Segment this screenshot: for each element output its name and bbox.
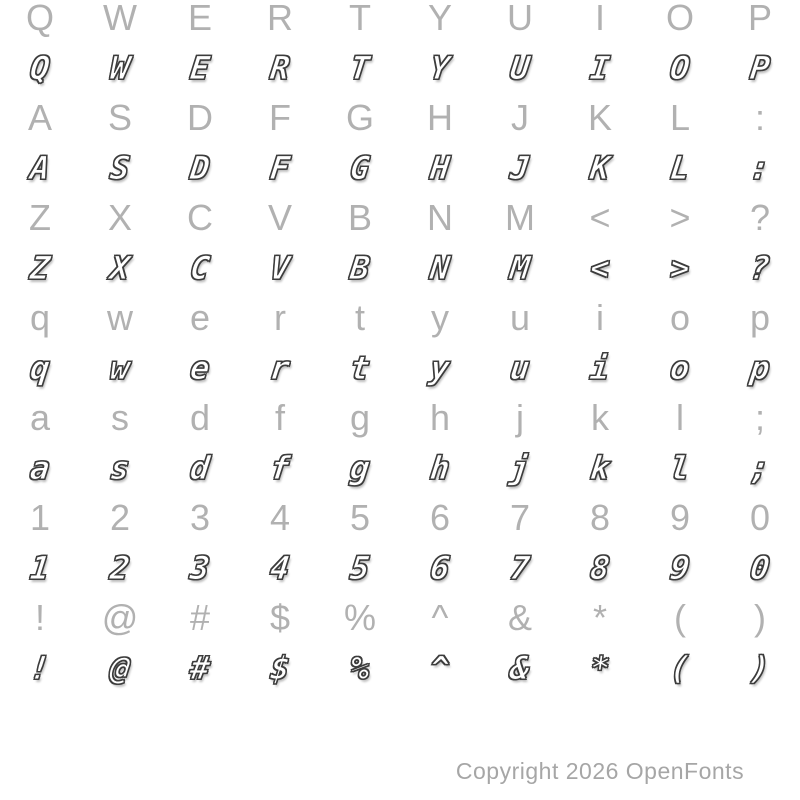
glyph-cell: W [103,0,137,38]
glyph-cell: > [668,249,692,287]
glyph-cell: W [108,49,132,87]
glyph-cell: ! [34,597,45,638]
glyph-cell: > [669,197,691,238]
glyph-cell: X [107,197,132,238]
glyph-cell: t [354,297,365,338]
specimen-row-fancy [0,543,800,593]
glyph-cell: ! [28,649,52,687]
glyph-cell: 4 [269,497,291,538]
glyph-cell: ( [674,597,686,638]
glyph-cell: V [267,197,292,238]
glyph-cell: r [268,349,292,387]
glyph-cell: q [28,349,52,387]
glyph-cell: O [665,0,694,38]
glyph-cell: < [589,197,611,238]
glyph-cell: k [588,449,612,487]
glyph-cell: 0 [748,549,772,587]
glyph-cell: Y [427,0,452,38]
specimen-row-plain [0,293,800,343]
glyph-cell: 6 [428,549,452,587]
glyph-cell: T [349,0,371,38]
glyph-cell: y [431,297,449,338]
glyph-cell: e [188,349,212,387]
specimen-row-fancy [0,43,800,93]
copyright-text: Copyright 2026 OpenFonts [455,758,745,784]
glyph-cell: i [596,297,604,338]
glyph-cell: 8 [588,549,612,587]
glyph-cell: 5 [349,497,371,538]
glyph-cell: s [111,397,129,438]
glyph-cell: B [347,197,372,238]
glyph-cell: 6 [429,497,451,538]
glyph-cell: N [428,249,452,287]
glyph-cell: 1 [29,497,51,538]
glyph-cell: $ [268,649,292,687]
glyph-cell: G [345,97,374,138]
glyph-cell: y [428,349,452,387]
glyph-cell: B [348,249,372,287]
glyph-cell: q [29,297,51,338]
glyph-cell: Q [25,0,54,38]
glyph-cell: * [592,597,607,638]
glyph-cell: ; [754,397,765,438]
glyph-cell: ) [748,649,772,687]
glyph-cell: J [508,149,532,187]
specimen-row-plain [0,93,800,143]
glyph-cell: D [188,149,212,187]
glyph-cell: # [188,649,212,687]
glyph-cell: E [188,49,212,87]
glyph-cell: d [188,449,212,487]
specimen-row-fancy [0,643,800,693]
glyph-cell: H [428,149,452,187]
glyph-cell: U [508,49,532,87]
glyph-cell: 9 [669,497,691,538]
glyph-cell: ^ [431,597,449,638]
glyph-cell: F [268,149,292,187]
glyph-cell: w [108,349,132,387]
glyph-cell: 3 [188,549,212,587]
glyph-cell: ( [668,649,692,687]
glyph-cell: 7 [509,497,531,538]
glyph-cell: S [108,149,132,187]
glyph-cell: # [189,597,211,638]
glyph-cell: R [268,49,292,87]
glyph-cell: r [274,297,286,338]
specimen-row-fancy [0,343,800,393]
glyph-cell: F [269,97,291,138]
glyph-cell: T [348,49,372,87]
glyph-cell: K [588,149,612,187]
glyph-cell: ? [749,197,771,238]
glyph-cell: K [587,97,612,138]
glyph-cell: & [507,597,532,638]
glyph-cell: j [516,397,524,438]
glyph-cell: ; [748,449,772,487]
glyph-cell: D [187,97,213,138]
glyph-cell: A [28,149,52,187]
glyph-cell: Z [28,249,52,287]
glyph-cell: I [588,49,612,87]
glyph-cell: h [428,449,452,487]
glyph-cell: O [668,49,692,87]
glyph-cell: : [748,149,772,187]
glyph-cell: N [427,197,453,238]
glyph-cell: $ [269,597,291,638]
specimen-row-plain [0,393,800,443]
glyph-cell: 0 [749,497,771,538]
glyph-cell: < [588,249,612,287]
glyph-cell: ? [748,249,772,287]
glyph-cell: C [188,249,212,287]
glyph-cell: p [749,297,771,338]
glyph-cell: 2 [108,549,132,587]
glyph-cell: s [108,449,132,487]
glyph-cell: 3 [189,497,211,538]
glyph-cell: & [508,649,532,687]
glyph-cell: g [348,449,372,487]
specimen-row-plain [0,493,800,543]
glyph-cell: 9 [668,549,692,587]
glyph-cell: P [747,0,772,38]
glyph-cell: j [508,449,532,487]
specimen-row-plain [0,593,800,643]
glyph-cell: 4 [268,549,292,587]
glyph-cell: Z [29,197,51,238]
glyph-cell: S [107,97,132,138]
glyph-cell: @ [101,597,139,638]
glyph-cell: p [748,349,772,387]
glyph-cell: L [668,149,692,187]
glyph-cell: E [187,0,212,38]
glyph-cell: i [588,349,612,387]
glyph-cell: * [588,649,612,687]
glyph-cell: J [511,97,529,138]
glyph-cell: o [668,349,692,387]
glyph-cell: u [509,297,531,338]
glyph-cell: u [508,349,532,387]
glyph-cell: P [748,49,772,87]
glyph-cell: 2 [109,497,131,538]
glyph-cell: g [349,397,371,438]
glyph-cell: L [669,97,691,138]
specimen-row-plain [0,193,800,243]
specimen-row-fancy [0,143,800,193]
glyph-cell: X [108,249,132,287]
glyph-cell: % [343,597,376,638]
glyph-cell: h [429,397,451,438]
glyph-cell: ) [754,597,766,638]
glyph-cell: a [28,449,52,487]
glyph-cell: R [267,0,293,38]
glyph-cell: 8 [589,497,611,538]
glyph-cell: H [427,97,453,138]
glyph-cell: 1 [28,549,52,587]
specimen-row-plain [0,0,800,43]
specimen-row-fancy [0,243,800,293]
glyph-cell: V [268,249,292,287]
glyph-cell: k [591,397,609,438]
glyph-cell: f [268,449,292,487]
glyph-cell: Y [428,49,452,87]
glyph-cell: Q [28,49,52,87]
glyph-cell: M [505,197,535,238]
glyph-cell: t [348,349,372,387]
glyph-cell: C [187,197,213,238]
glyph-cell: f [274,397,285,438]
glyph-cell: e [189,297,211,338]
glyph-cell: I [594,0,605,38]
glyph-cell: 7 [508,549,532,587]
glyph-cell: G [348,149,372,187]
glyph-cell: M [508,249,532,287]
glyph-cell: 5 [348,549,372,587]
glyph-cell: d [189,397,211,438]
glyph-cell: l [676,397,684,438]
glyph-cell: w [107,297,133,338]
glyph-cell: A [27,97,52,138]
glyph-cell: o [669,297,691,338]
glyph-cell: l [668,449,692,487]
glyph-cell: ^ [428,649,452,687]
glyph-cell: a [29,397,51,438]
glyph-cell: % [348,649,372,687]
specimen-row-fancy [0,443,800,493]
glyph-cell: : [754,97,765,138]
glyph-cell: U [507,0,533,38]
glyph-cell: @ [108,649,132,687]
